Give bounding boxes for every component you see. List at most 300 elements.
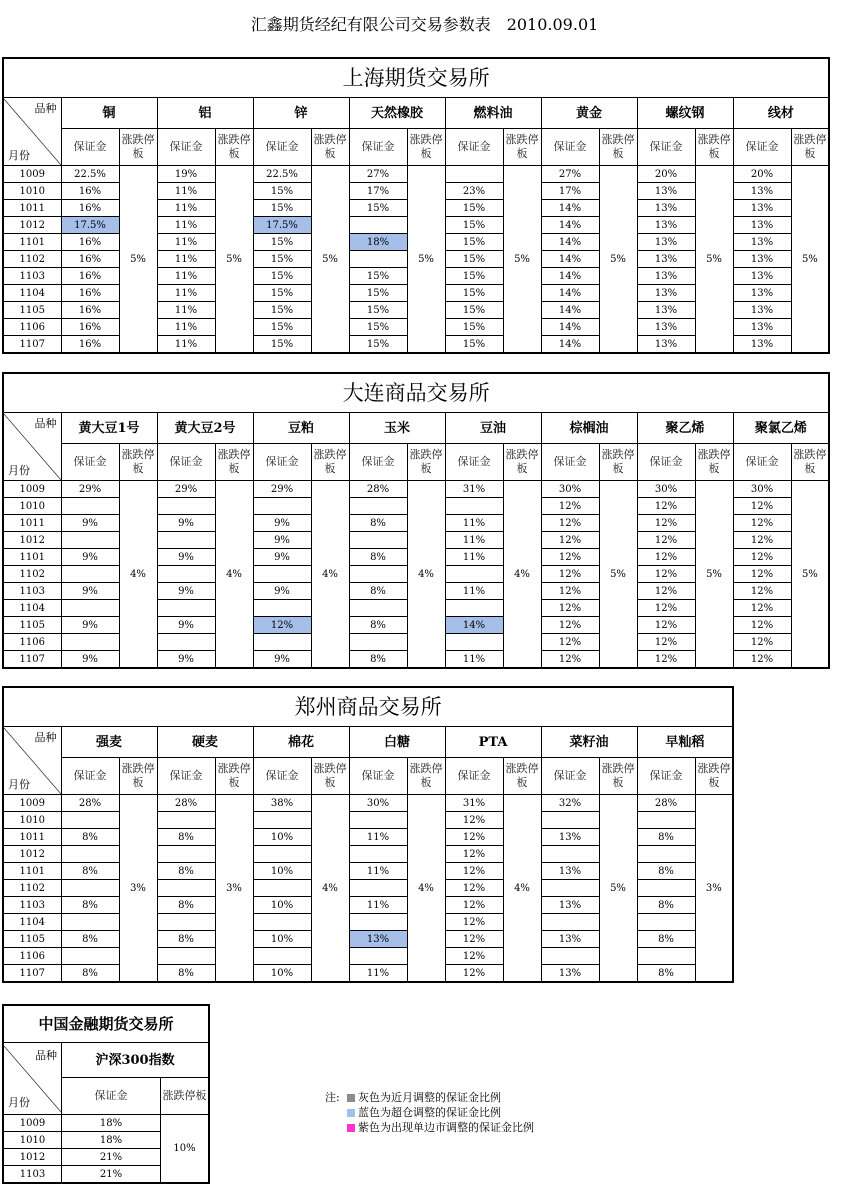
margin-cell [253, 600, 311, 617]
corner-product-label: 品种 [34, 730, 57, 744]
limit-cell: 5% [311, 166, 349, 354]
margin-cell [253, 812, 311, 829]
margin-cell: 30% [349, 795, 407, 812]
margin-cell [349, 498, 407, 515]
margin-cell: 14% [541, 285, 599, 302]
corner-header [3, 1043, 62, 1115]
month-cell: 1010 [3, 183, 61, 200]
margin-cell [253, 880, 311, 897]
margin-cell: 8% [637, 897, 695, 914]
corner-month-label: 月份 [8, 1095, 30, 1109]
limit-cell: 4% [311, 481, 349, 669]
margin-cell: 10% [253, 829, 311, 846]
margin-cell [349, 217, 407, 234]
margin-cell [349, 532, 407, 549]
limit-header: 涨跌停板 [503, 758, 541, 795]
margin-cell [61, 812, 119, 829]
margin-cell: 12% [541, 634, 599, 651]
margin-header: 保证金 [637, 758, 695, 795]
margin-cell [349, 566, 407, 583]
margin-cell: 12% [733, 515, 791, 532]
margin-cell [157, 566, 215, 583]
margin-cell [157, 880, 215, 897]
margin-cell: 18% [62, 1132, 161, 1149]
margin-cell: 31% [445, 481, 503, 498]
margin-cell: 11% [349, 897, 407, 914]
margin-cell: 12% [541, 600, 599, 617]
product-name: 铜 [61, 98, 157, 129]
exchange-name: 郑州商品交易所 [3, 687, 733, 727]
margin-cell: 12% [445, 829, 503, 846]
margin-header: 保证金 [445, 758, 503, 795]
margin-cell [541, 948, 599, 965]
legend-item [325, 1105, 534, 1120]
limit-header: 涨跌停板 [599, 444, 637, 481]
margin-cell: 28% [637, 795, 695, 812]
margin-cell: 14% [445, 617, 503, 634]
margin-cell: 9% [157, 617, 215, 634]
margin-cell [61, 600, 119, 617]
month-cell: 1104 [3, 914, 61, 931]
month-cell: 1009 [3, 481, 61, 498]
margin-cell: 27% [541, 166, 599, 183]
margin-cell: 14% [541, 302, 599, 319]
month-cell: 1009 [3, 795, 61, 812]
margin-cell: 30% [733, 481, 791, 498]
corner-product-label: 品种 [34, 416, 57, 430]
month-cell: 1103 [3, 583, 61, 600]
limit-cell: 4% [119, 481, 157, 669]
margin-cell: 9% [157, 651, 215, 669]
legend-item [325, 1120, 534, 1135]
month-cell: 1106 [3, 948, 61, 965]
margin-cell: 15% [349, 302, 407, 319]
margin-cell: 10% [253, 897, 311, 914]
margin-cell: 15% [349, 285, 407, 302]
month-cell: 1107 [3, 336, 61, 354]
legend-item [325, 1090, 534, 1105]
corner-month-label: 月份 [8, 777, 30, 791]
margin-header: 保证金 [733, 444, 791, 481]
margin-cell: 8% [637, 829, 695, 846]
margin-cell: 13% [349, 931, 407, 948]
margin-cell: 12% [637, 600, 695, 617]
margin-cell: 12% [637, 583, 695, 600]
margin-cell: 16% [61, 268, 119, 285]
margin-header: 保证金 [445, 129, 503, 166]
margin-cell [253, 948, 311, 965]
limit-cell: 5% [791, 166, 829, 354]
margin-cell: 11% [445, 549, 503, 566]
product-name: 豆油 [445, 413, 541, 444]
product-name: 棉花 [253, 727, 349, 758]
margin-header: 保证金 [349, 129, 407, 166]
margin-cell: 8% [61, 965, 119, 983]
limit-header: 涨跌停板 [695, 444, 733, 481]
margin-cell: 9% [253, 549, 311, 566]
margin-cell: 15% [253, 183, 311, 200]
margin-header: 保证金 [157, 444, 215, 481]
margin-cell [157, 914, 215, 931]
margin-cell: 8% [157, 965, 215, 983]
limit-cell: 5% [503, 166, 541, 354]
month-cell: 1101 [3, 234, 61, 251]
limit-cell: 5% [215, 166, 253, 354]
month-cell: 1012 [3, 532, 61, 549]
margin-cell: 12% [541, 617, 599, 634]
margin-cell: 12% [445, 846, 503, 863]
margin-cell [541, 914, 599, 931]
corner-product-label: 品种 [34, 101, 57, 115]
margin-cell: 11% [445, 651, 503, 669]
margin-cell [61, 846, 119, 863]
margin-cell [445, 166, 503, 183]
month-cell: 1103 [3, 1166, 62, 1184]
margin-cell: 8% [349, 515, 407, 532]
margin-cell: 12% [637, 634, 695, 651]
margin-cell: 12% [253, 617, 311, 634]
margin-cell: 13% [733, 217, 791, 234]
margin-header: 保证金 [61, 129, 119, 166]
margin-cell [349, 812, 407, 829]
margin-cell: 17.5% [61, 217, 119, 234]
margin-cell: 17% [541, 183, 599, 200]
month-cell: 1105 [3, 302, 61, 319]
margin-cell: 30% [637, 481, 695, 498]
margin-cell: 12% [445, 897, 503, 914]
limit-cell: 5% [599, 166, 637, 354]
margin-cell: 11% [157, 251, 215, 268]
margin-cell: 13% [637, 200, 695, 217]
margin-cell: 8% [637, 863, 695, 880]
margin-cell [253, 498, 311, 515]
margin-cell: 9% [61, 651, 119, 669]
margin-cell: 8% [349, 549, 407, 566]
margin-cell: 32% [541, 795, 599, 812]
product-name: 黄金 [541, 98, 637, 129]
month-cell: 1010 [3, 1132, 62, 1149]
margin-cell: 9% [253, 651, 311, 669]
legend-swatch [347, 1124, 355, 1132]
margin-cell: 11% [445, 515, 503, 532]
margin-cell [349, 948, 407, 965]
margin-cell: 12% [733, 617, 791, 634]
margin-cell: 10% [253, 965, 311, 983]
margin-cell [61, 948, 119, 965]
margin-cell: 13% [637, 268, 695, 285]
margin-cell: 15% [445, 336, 503, 354]
margin-cell: 9% [253, 532, 311, 549]
month-cell: 1009 [3, 1115, 62, 1132]
limit-header: 涨跌停板 [791, 444, 829, 481]
table-row [3, 795, 733, 812]
margin-cell: 13% [637, 285, 695, 302]
shfe-table [2, 57, 830, 354]
margin-cell: 21% [62, 1149, 161, 1166]
limit-cell: 3% [119, 795, 157, 983]
margin-cell: 13% [637, 251, 695, 268]
margin-cell: 9% [61, 617, 119, 634]
margin-cell: 15% [445, 285, 503, 302]
month-cell: 1101 [3, 863, 61, 880]
month-cell: 1106 [3, 319, 61, 336]
limit-cell: 4% [407, 795, 445, 983]
margin-cell: 8% [637, 965, 695, 983]
product-name: 沪深300指数 [62, 1043, 209, 1078]
margin-cell: 16% [61, 200, 119, 217]
margin-cell: 8% [61, 931, 119, 948]
margin-header: 保证金 [61, 758, 119, 795]
month-cell: 1010 [3, 812, 61, 829]
month-cell: 1102 [3, 251, 61, 268]
exchange-name: 大连商品交易所 [3, 373, 829, 413]
margin-cell: 12% [541, 498, 599, 515]
margin-cell: 13% [541, 897, 599, 914]
margin-cell: 8% [637, 931, 695, 948]
limit-cell: 4% [503, 795, 541, 983]
margin-cell: 29% [61, 481, 119, 498]
margin-cell: 14% [541, 319, 599, 336]
margin-cell: 13% [733, 251, 791, 268]
limit-header: 涨跌停板 [215, 129, 253, 166]
margin-cell: 12% [637, 532, 695, 549]
margin-cell: 12% [445, 965, 503, 983]
margin-cell: 11% [445, 583, 503, 600]
margin-cell: 13% [637, 336, 695, 354]
margin-cell: 15% [253, 302, 311, 319]
limit-header: 涨跌停板 [503, 444, 541, 481]
margin-cell: 15% [349, 319, 407, 336]
limit-header: 涨跌停板 [791, 129, 829, 166]
limit-cell: 5% [791, 481, 829, 669]
month-cell: 1106 [3, 634, 61, 651]
table-row [3, 481, 829, 498]
margin-cell [541, 880, 599, 897]
margin-cell [253, 846, 311, 863]
margin-cell: 13% [541, 829, 599, 846]
margin-cell: 14% [541, 336, 599, 354]
margin-cell: 12% [733, 549, 791, 566]
margin-cell: 9% [61, 549, 119, 566]
margin-cell [349, 634, 407, 651]
margin-cell: 15% [253, 319, 311, 336]
margin-cell: 13% [637, 217, 695, 234]
margin-cell [445, 498, 503, 515]
page-title: 汇鑫期货经纪有限公司交易参数表 2010.09.01 [250, 15, 599, 34]
margin-cell [157, 812, 215, 829]
month-cell: 1105 [3, 931, 61, 948]
margin-cell: 11% [157, 183, 215, 200]
margin-cell: 12% [541, 566, 599, 583]
product-name: 螺纹钢 [637, 98, 733, 129]
margin-cell: 8% [157, 829, 215, 846]
product-name: 强麦 [61, 727, 157, 758]
margin-header: 保证金 [62, 1078, 161, 1115]
margin-header: 保证金 [733, 129, 791, 166]
month-cell: 1107 [3, 965, 61, 983]
margin-cell: 16% [61, 302, 119, 319]
legend-swatch [347, 1109, 355, 1117]
margin-cell: 12% [445, 948, 503, 965]
margin-cell: 12% [541, 549, 599, 566]
margin-cell: 12% [637, 549, 695, 566]
month-cell: 1009 [3, 166, 61, 183]
margin-cell [157, 634, 215, 651]
margin-cell: 13% [541, 863, 599, 880]
margin-cell: 21% [62, 1166, 161, 1184]
margin-cell: 9% [253, 583, 311, 600]
margin-cell: 15% [445, 268, 503, 285]
legend-notes [325, 1090, 534, 1135]
margin-cell: 15% [445, 234, 503, 251]
margin-header: 保证金 [637, 444, 695, 481]
margin-cell: 14% [541, 234, 599, 251]
margin-cell: 15% [349, 200, 407, 217]
margin-cell: 12% [637, 515, 695, 532]
margin-cell: 9% [157, 549, 215, 566]
month-cell: 1107 [3, 651, 61, 669]
margin-cell: 27% [349, 166, 407, 183]
margin-cell [445, 600, 503, 617]
limit-cell: 10% [161, 1115, 209, 1184]
margin-cell: 13% [637, 234, 695, 251]
month-cell: 1011 [3, 200, 61, 217]
margin-cell: 15% [445, 217, 503, 234]
margin-header: 保证金 [541, 758, 599, 795]
margin-header: 保证金 [349, 758, 407, 795]
product-name: 聚乙烯 [637, 413, 733, 444]
margin-cell: 19% [157, 166, 215, 183]
margin-cell: 11% [157, 200, 215, 217]
margin-cell: 8% [61, 863, 119, 880]
margin-cell: 23% [445, 183, 503, 200]
margin-cell: 16% [61, 251, 119, 268]
limit-header: 涨跌停板 [215, 758, 253, 795]
product-name: PTA [445, 727, 541, 758]
margin-cell: 15% [445, 200, 503, 217]
month-cell: 1105 [3, 617, 61, 634]
margin-header: 保证金 [253, 444, 311, 481]
limit-cell: 5% [695, 481, 733, 669]
product-name: 线材 [733, 98, 829, 129]
margin-cell: 16% [61, 285, 119, 302]
limit-header: 涨跌停板 [695, 129, 733, 166]
margin-cell [253, 914, 311, 931]
limit-header: 涨跌停板 [311, 758, 349, 795]
margin-cell: 28% [349, 481, 407, 498]
margin-cell: 11% [157, 268, 215, 285]
limit-cell: 4% [407, 481, 445, 669]
margin-cell: 13% [733, 268, 791, 285]
margin-cell: 11% [349, 965, 407, 983]
margin-cell: 9% [253, 515, 311, 532]
margin-cell [61, 532, 119, 549]
limit-cell: 4% [215, 481, 253, 669]
margin-cell: 12% [541, 532, 599, 549]
margin-cell: 16% [61, 183, 119, 200]
margin-cell: 30% [541, 481, 599, 498]
product-name: 菜籽油 [541, 727, 637, 758]
margin-cell [61, 880, 119, 897]
margin-cell: 12% [445, 880, 503, 897]
month-cell: 1011 [3, 515, 61, 532]
limit-header: 涨跌停板 [161, 1078, 209, 1115]
margin-cell: 22.5% [61, 166, 119, 183]
product-name: 黄大豆2号 [157, 413, 253, 444]
margin-cell [349, 600, 407, 617]
margin-cell [349, 846, 407, 863]
margin-cell: 15% [253, 251, 311, 268]
margin-header: 保证金 [61, 444, 119, 481]
margin-cell: 12% [733, 498, 791, 515]
limit-header: 涨跌停板 [311, 129, 349, 166]
month-cell: 1010 [3, 498, 61, 515]
margin-cell: 38% [253, 795, 311, 812]
margin-cell: 13% [541, 965, 599, 983]
margin-cell: 12% [445, 931, 503, 948]
limit-header: 涨跌停板 [119, 129, 157, 166]
margin-cell [445, 566, 503, 583]
limit-cell: 5% [119, 166, 157, 354]
product-name: 白糖 [349, 727, 445, 758]
margin-cell: 12% [733, 634, 791, 651]
margin-cell: 11% [157, 234, 215, 251]
margin-cell [445, 634, 503, 651]
margin-header: 保证金 [541, 129, 599, 166]
margin-cell: 13% [541, 931, 599, 948]
product-name: 天然橡胶 [349, 98, 445, 129]
margin-cell: 12% [541, 583, 599, 600]
margin-cell [637, 914, 695, 931]
margin-cell: 29% [253, 481, 311, 498]
margin-cell: 13% [733, 183, 791, 200]
legend-text: 紫色为出现单边市调整的保证金比例 [358, 1121, 534, 1134]
margin-cell: 10% [253, 931, 311, 948]
margin-cell: 8% [157, 931, 215, 948]
limit-header: 涨跌停板 [599, 758, 637, 795]
margin-cell [61, 498, 119, 515]
margin-cell: 12% [541, 515, 599, 532]
margin-cell: 16% [61, 336, 119, 354]
margin-header: 保证金 [157, 129, 215, 166]
margin-cell: 13% [733, 319, 791, 336]
margin-cell: 11% [157, 285, 215, 302]
margin-cell: 11% [349, 829, 407, 846]
margin-cell: 12% [637, 498, 695, 515]
margin-cell: 29% [157, 481, 215, 498]
margin-cell: 12% [445, 914, 503, 931]
margin-cell: 17.5% [253, 217, 311, 234]
product-name: 黄大豆1号 [61, 413, 157, 444]
margin-header: 保证金 [637, 129, 695, 166]
limit-header: 涨跌停板 [119, 758, 157, 795]
margin-cell: 12% [733, 651, 791, 669]
margin-cell: 17% [349, 183, 407, 200]
limit-cell: 5% [599, 795, 637, 983]
margin-header: 保证金 [349, 444, 407, 481]
margin-cell: 15% [253, 285, 311, 302]
margin-cell: 13% [733, 302, 791, 319]
margin-cell: 13% [637, 319, 695, 336]
margin-cell: 14% [541, 251, 599, 268]
margin-cell: 15% [445, 302, 503, 319]
margin-cell: 14% [541, 217, 599, 234]
margin-header: 保证金 [253, 758, 311, 795]
margin-cell: 8% [349, 617, 407, 634]
limit-header: 涨跌停板 [407, 129, 445, 166]
margin-cell: 9% [157, 515, 215, 532]
margin-cell: 12% [637, 566, 695, 583]
